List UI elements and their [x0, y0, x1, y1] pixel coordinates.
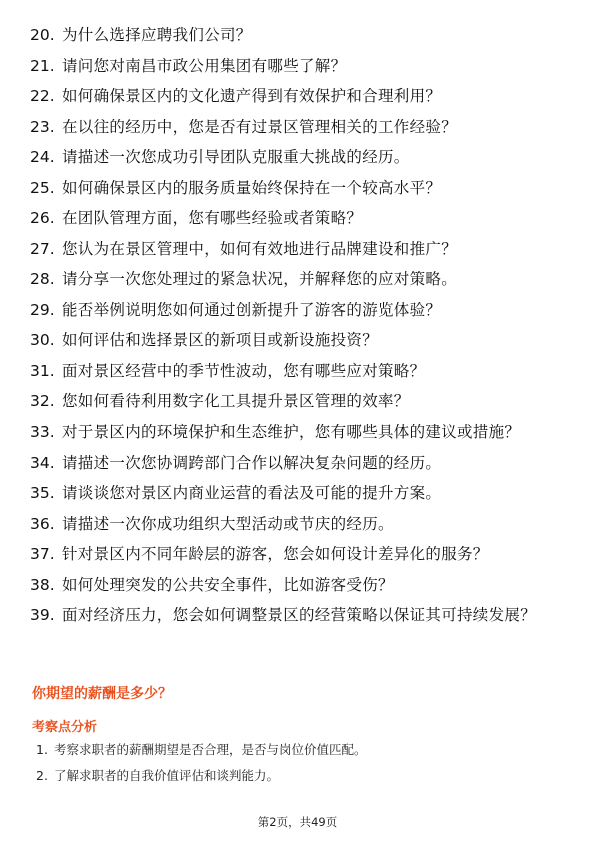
question-number: 39.	[30, 606, 55, 624]
note-number: 2.	[36, 768, 48, 783]
question-number: 32.	[30, 392, 55, 410]
question-number: 23.	[30, 117, 55, 136]
note-number: 1.	[36, 742, 48, 757]
question-item	[30, 604, 570, 626]
question-item	[30, 24, 570, 46]
question-item	[30, 207, 570, 229]
note-item	[36, 767, 556, 785]
question-number: 33.	[30, 422, 55, 441]
question-text: 对于景区内的环境保护和生态维护，您有哪些具体的建议或措施？	[62, 422, 521, 441]
question-item	[30, 116, 570, 138]
question-item	[30, 268, 570, 290]
question-number: 36.	[30, 514, 55, 533]
question-text: 如何评估和选择景区的新项目或新设施投资？	[62, 331, 379, 349]
note-text: 了解求职者的自我价值评估和谈判能力。	[53, 768, 279, 783]
question-number: 35.	[30, 484, 55, 502]
question-number: 34.	[30, 453, 55, 472]
section-heading: 你期望的薪酬是多少？	[32, 686, 172, 702]
note-item	[36, 741, 556, 759]
question-item	[30, 513, 570, 535]
question-item	[30, 55, 570, 77]
question-item	[30, 452, 570, 474]
question-text: 您如何看待利用数字化工具提升景区管理的效率？	[62, 392, 410, 410]
question-text: 请描述一次您协调跨部门合作以解决复杂问题的经历。	[62, 453, 442, 472]
page-footer: 第2页，共49页	[257, 815, 338, 829]
question-item	[30, 146, 570, 168]
question-number: 25.	[30, 178, 55, 197]
question-text: 为什么选择应聘我们公司？	[62, 26, 252, 44]
question-number: 21.	[30, 56, 55, 75]
question-text: 您认为在景区管理中，如何有效地进行品牌建设和推广？	[62, 239, 458, 258]
question-text: 针对景区内不同年龄层的游客，您会如何设计差异化的服务？	[62, 545, 489, 563]
note-text: 考察求职者的薪酬期望是否合理，是否与岗位价值匹配。	[53, 742, 367, 757]
question-text: 能否举例说明您如何通过创新提升了游客的游览体验？	[62, 300, 442, 319]
question-item	[30, 421, 570, 443]
question-item	[30, 360, 570, 382]
analysis-subheading: 考察点分析	[32, 720, 98, 735]
question-number: 28.	[30, 270, 55, 288]
question-item	[30, 238, 570, 260]
question-item	[30, 177, 570, 199]
question-text: 请描述一次你成功组织大型活动或节庆的经历。	[62, 514, 394, 533]
question-item	[30, 329, 570, 351]
question-text: 在团队管理方面，您有哪些经验或者策略？	[62, 209, 363, 227]
question-text: 在以往的经历中，您是否有过景区管理相关的工作经验？	[62, 117, 458, 136]
question-item	[30, 543, 570, 565]
question-item	[30, 390, 570, 412]
question-number: 20.	[30, 26, 55, 44]
question-text: 如何处理突发的公共安全事件，比如游客受伤？	[62, 575, 394, 594]
question-text: 面对景区经营中的季节性波动，您有哪些应对策略？	[62, 361, 426, 380]
question-text: 面对经济压力，您会如何调整景区的经营策略以保证其可持续发展？	[62, 606, 537, 624]
question-text: 请分享一次您处理过的紧急状况，并解释您的应对策略。	[62, 270, 458, 288]
question-number: 37.	[30, 545, 55, 563]
question-number: 29.	[30, 300, 55, 319]
question-list	[30, 24, 570, 635]
question-number: 26.	[30, 209, 55, 227]
question-item	[30, 482, 570, 504]
question-text: 请描述一次您成功引导团队克服重大挑战的经历。	[62, 148, 410, 166]
question-text: 如何确保景区内的服务质量始终保持在一个较高水平？	[62, 178, 442, 197]
question-text: 请谈谈您对景区内商业运营的看法及可能的提升方案。	[62, 484, 442, 502]
question-text: 请问您对南昌市政公用集团有哪些了解？	[62, 56, 347, 75]
question-item	[30, 85, 570, 107]
question-number: 31.	[30, 361, 55, 380]
question-number: 27.	[30, 239, 55, 258]
question-text: 如何确保景区内的文化遗产得到有效保护和合理利用？	[62, 87, 442, 105]
question-number: 30.	[30, 331, 55, 349]
question-item	[30, 574, 570, 596]
question-number: 24.	[30, 148, 55, 166]
analysis-notes	[36, 741, 556, 793]
question-number: 22.	[30, 87, 55, 105]
question-number: 38.	[30, 575, 55, 594]
question-item	[30, 299, 570, 321]
